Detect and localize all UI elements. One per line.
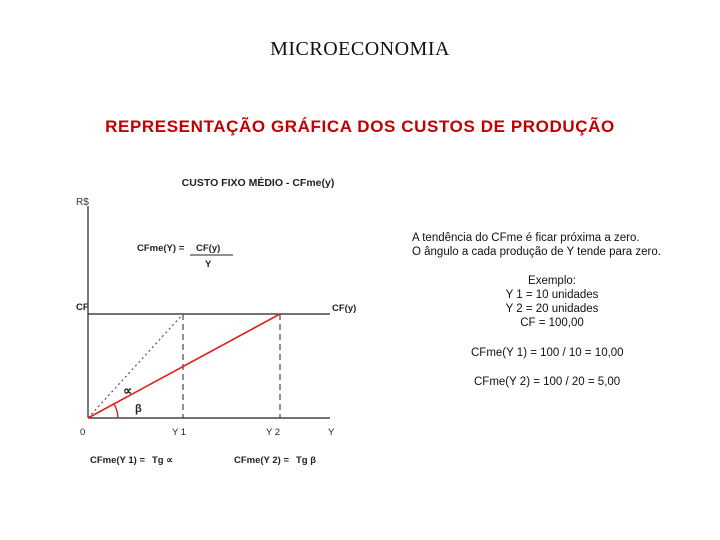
beta-angle-arc [114, 404, 118, 418]
page-subtitle: REPRESENTAÇÃO GRÁFICA DOS CUSTOS DE PRODUÇÃO [105, 117, 615, 136]
formula-left: CFme(Y) = [137, 243, 185, 254]
alpha-symbol: ∝ [123, 383, 133, 398]
graph-title: CUSTO FIXO MÉDIO - CFme(y) [181, 177, 335, 189]
example-line-1: Y 1 = 10 unidades [505, 289, 599, 301]
example-block [452, 274, 652, 330]
y2-tick-label: Y 2 [266, 427, 281, 438]
note-block [412, 231, 661, 259]
ray-y2 [88, 314, 280, 418]
bottom-formula-1-left: CFme(Y 1) = [90, 455, 145, 466]
cf-line-label: CF(y) [332, 303, 357, 314]
beta-symbol: β [135, 403, 142, 415]
formula-numerator: CF(y) [196, 243, 221, 254]
example-line-3: CF = 100,00 [520, 317, 584, 329]
note-line-1: A tendência do CFme é ficar próxima a zero. [412, 232, 640, 244]
calc-line-1: CFme(Y 1) = 100 / 10 = 10,00 [471, 347, 624, 359]
y-axis-label: R$ [76, 197, 89, 208]
calc-line-2: CFme(Y 2) = 100 / 20 = 5,00 [474, 376, 621, 388]
bottom-formula-2-left: CFme(Y 2) = [234, 455, 289, 466]
bottom-formula-1-right: Tg ∝ [152, 455, 174, 466]
y1-tick-label: Y 1 [172, 427, 187, 438]
note-line-2: O ângulo a cada produção de Y tende para zero. [412, 246, 661, 258]
x-axis-label: Y [328, 427, 335, 438]
cf-axis-label: CF [76, 302, 89, 313]
bottom-formula-2-right: Tg β [296, 455, 317, 466]
formula-denominator: Y [205, 259, 212, 270]
example-title: Exemplo: [528, 275, 576, 287]
page-title: MICROECONOMIA [270, 38, 450, 60]
origin-label: 0 [80, 427, 86, 438]
example-line-2: Y 2 = 20 unidades [505, 303, 599, 315]
